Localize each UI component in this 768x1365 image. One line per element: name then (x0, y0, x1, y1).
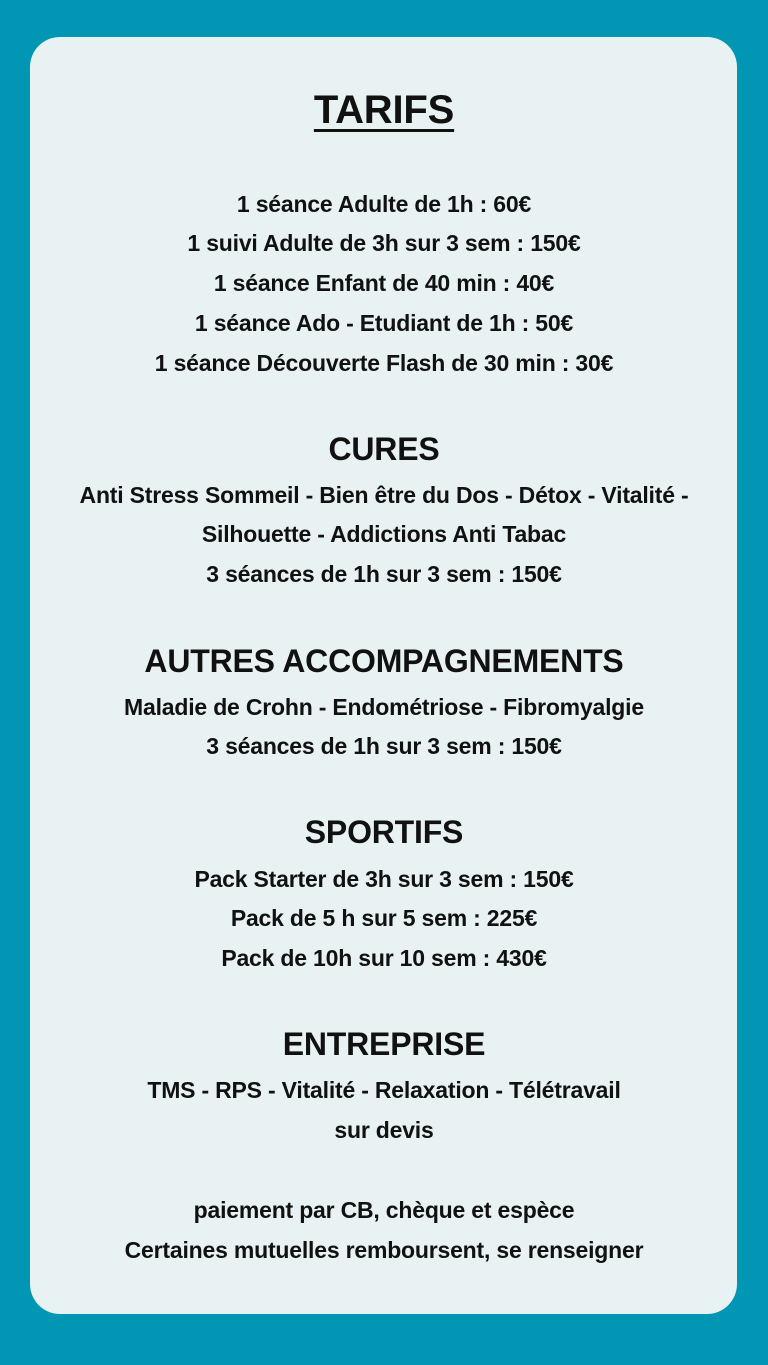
entreprise-line-1: TMS - RPS - Vitalité - Relaxation - Télétravail (147, 1077, 621, 1103)
entreprise-heading: ENTREPRISE (282, 1026, 486, 1062)
cures-heading: CURES (328, 431, 440, 467)
autres-line-1: Maladie de Crohn - Endométriose - Fibromyalgie (124, 694, 644, 720)
page-title: TARIFS (313, 88, 455, 132)
tarif-adulte-suivi: 1 suivi Adulte de 3h sur 3 sem : 150€ (187, 230, 581, 256)
autres-price: 3 séances de 1h sur 3 sem : 150€ (206, 733, 562, 759)
cures-line-1: Anti Stress Sommeil - Bien être du Dos - Détox - Vitalité - (79, 482, 689, 508)
cures-line-2: Silhouette - Addictions Anti Tabac (201, 521, 567, 547)
sportifs-pack-5h: Pack de 5 h sur 5 sem : 225€ (230, 905, 538, 931)
payment-info: paiement par CB, chèque et espèce (193, 1197, 575, 1223)
tarif-decouverte-flash: 1 séance Découverte Flash de 30 min : 30€ (154, 350, 614, 376)
mutuelles-info: Certaines mutuelles remboursent, se renseigner (124, 1237, 644, 1263)
autres-heading: AUTRES ACCOMPAGNEMENTS (144, 643, 624, 679)
tarif-adulte-seance: 1 séance Adulte de 1h : 60€ (236, 191, 532, 217)
entreprise-devis: sur devis (334, 1117, 434, 1143)
sportifs-pack-10h: Pack de 10h sur 10 sem : 430€ (221, 945, 547, 971)
sportifs-heading: SPORTIFS (304, 814, 464, 850)
sportifs-starter: Pack Starter de 3h sur 3 sem : 150€ (194, 866, 574, 892)
tarif-enfant: 1 séance Enfant de 40 min : 40€ (213, 270, 555, 296)
tarif-ado-etudiant: 1 séance Ado - Etudiant de 1h : 50€ (194, 310, 574, 336)
cures-price: 3 séances de 1h sur 3 sem : 150€ (206, 561, 562, 587)
